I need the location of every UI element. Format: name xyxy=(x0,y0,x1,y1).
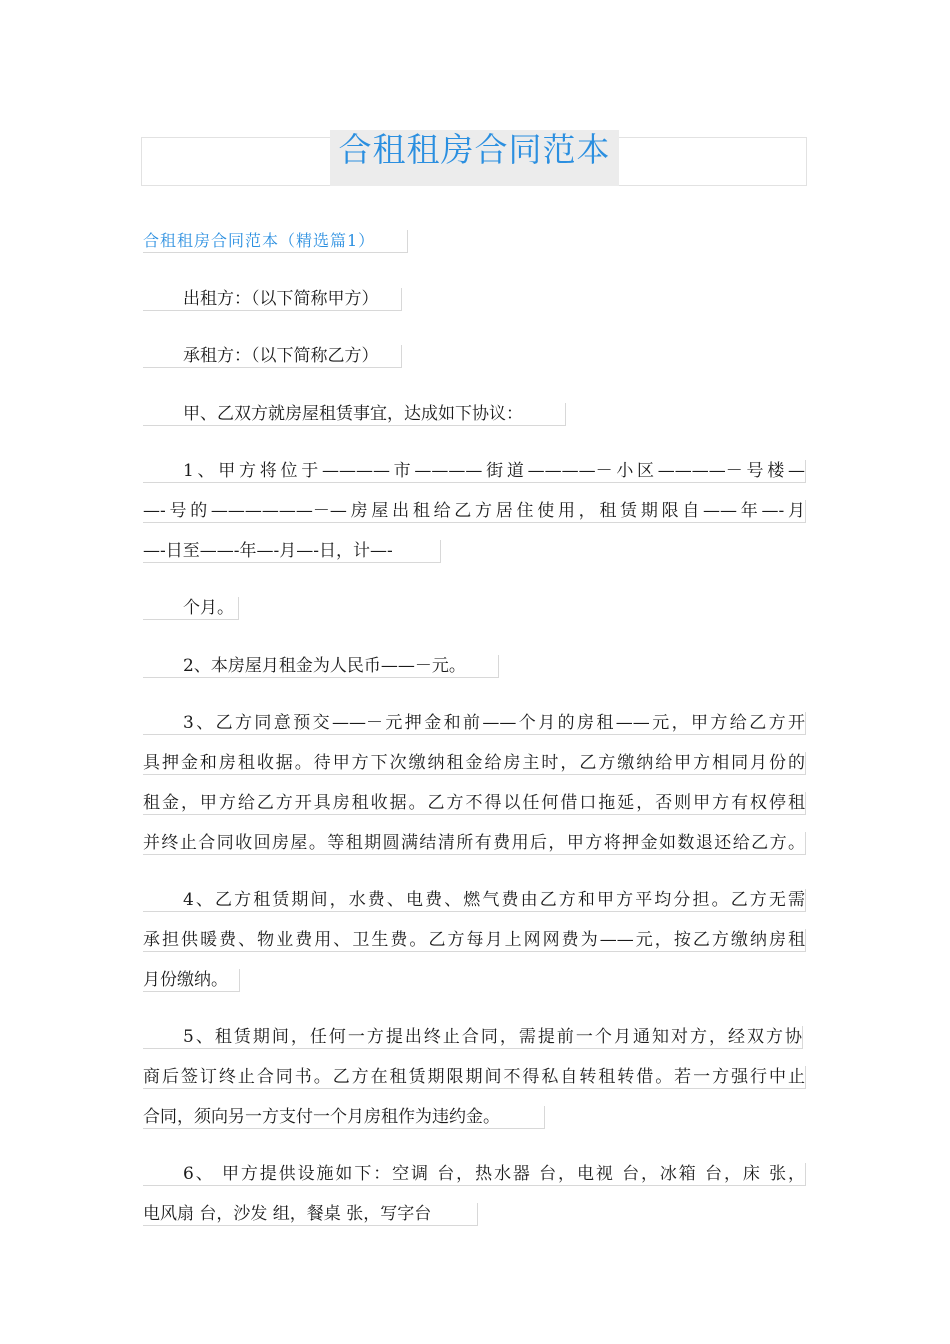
paragraph-line: 承担供暖费、物业费用、卫生费。乙方每月上网网费为——元，按乙方缴纳房租 xyxy=(143,930,805,950)
paragraph-line: 电风扇 台，沙发 组，餐桌 张，写字台 xyxy=(143,1203,478,1226)
section-heading: 合租租房合同范本（精选篇1） xyxy=(143,230,408,253)
paragraph-line: 月份缴纳。 xyxy=(143,969,240,992)
paragraph-line: 5、租赁期间，任何一方提出终止合同，需提前一个月通知对方，经双方协 xyxy=(143,1026,803,1049)
paragraph-line: 3、乙方同意预交——－元押金和前——个月的房租——元，甲方给乙方开 xyxy=(143,712,806,735)
paragraph-line: 6、 甲方提供设施如下：空调 台，热水器 台，电视 台，冰箱 台，床 张， xyxy=(143,1163,806,1186)
paragraph-line: 租金，甲方给乙方开具房租收据。乙方不得以任何借口拖延，否则甲方有权停租 xyxy=(143,793,805,813)
paragraph-line: 承租方：（以下简称乙方） xyxy=(143,345,402,368)
paragraph-line: 具押金和房租收据。待甲方下次缴纳租金给房主时，乙方缴纳给甲方相同月份的 xyxy=(143,753,805,773)
paragraph-line: 并终止合同收回房屋。等租期圆满结清所有费用后，甲方将押金如数退还给乙方。 xyxy=(143,833,805,853)
paragraph-line: 2、本房屋月租金为人民币——－元。 xyxy=(143,655,499,678)
page-title: 合租租房合同范本 xyxy=(338,130,611,169)
paragraph-line: 合同，须向另一方支付一个月房租作为违约金。 xyxy=(143,1106,545,1129)
paragraph-line: —-号的——————－—房屋出租给乙方居住使用，租赁期限自——年—-月 xyxy=(143,501,805,521)
paragraph-line: 出租方：（以下简称甲方） xyxy=(143,288,402,311)
paragraph-line: —-日至——-年—-月—-日，计—- xyxy=(143,540,441,563)
paragraph-line: 1、甲方将位于————市————街道————－小区————－号楼— xyxy=(143,460,806,483)
paragraph-line: 4、乙方租赁期间，水费、电费、燃气费由乙方和甲方平均分担。乙方无需 xyxy=(143,889,806,912)
paragraph-line: 商后签订终止合同书。乙方在租赁期限期间不得私自转租转借。若一方强行中止 xyxy=(143,1067,805,1087)
paragraph-line: 甲、乙双方就房屋租赁事宜，达成如下协议： xyxy=(143,403,566,426)
paragraph-line: 个月。 xyxy=(143,597,239,620)
